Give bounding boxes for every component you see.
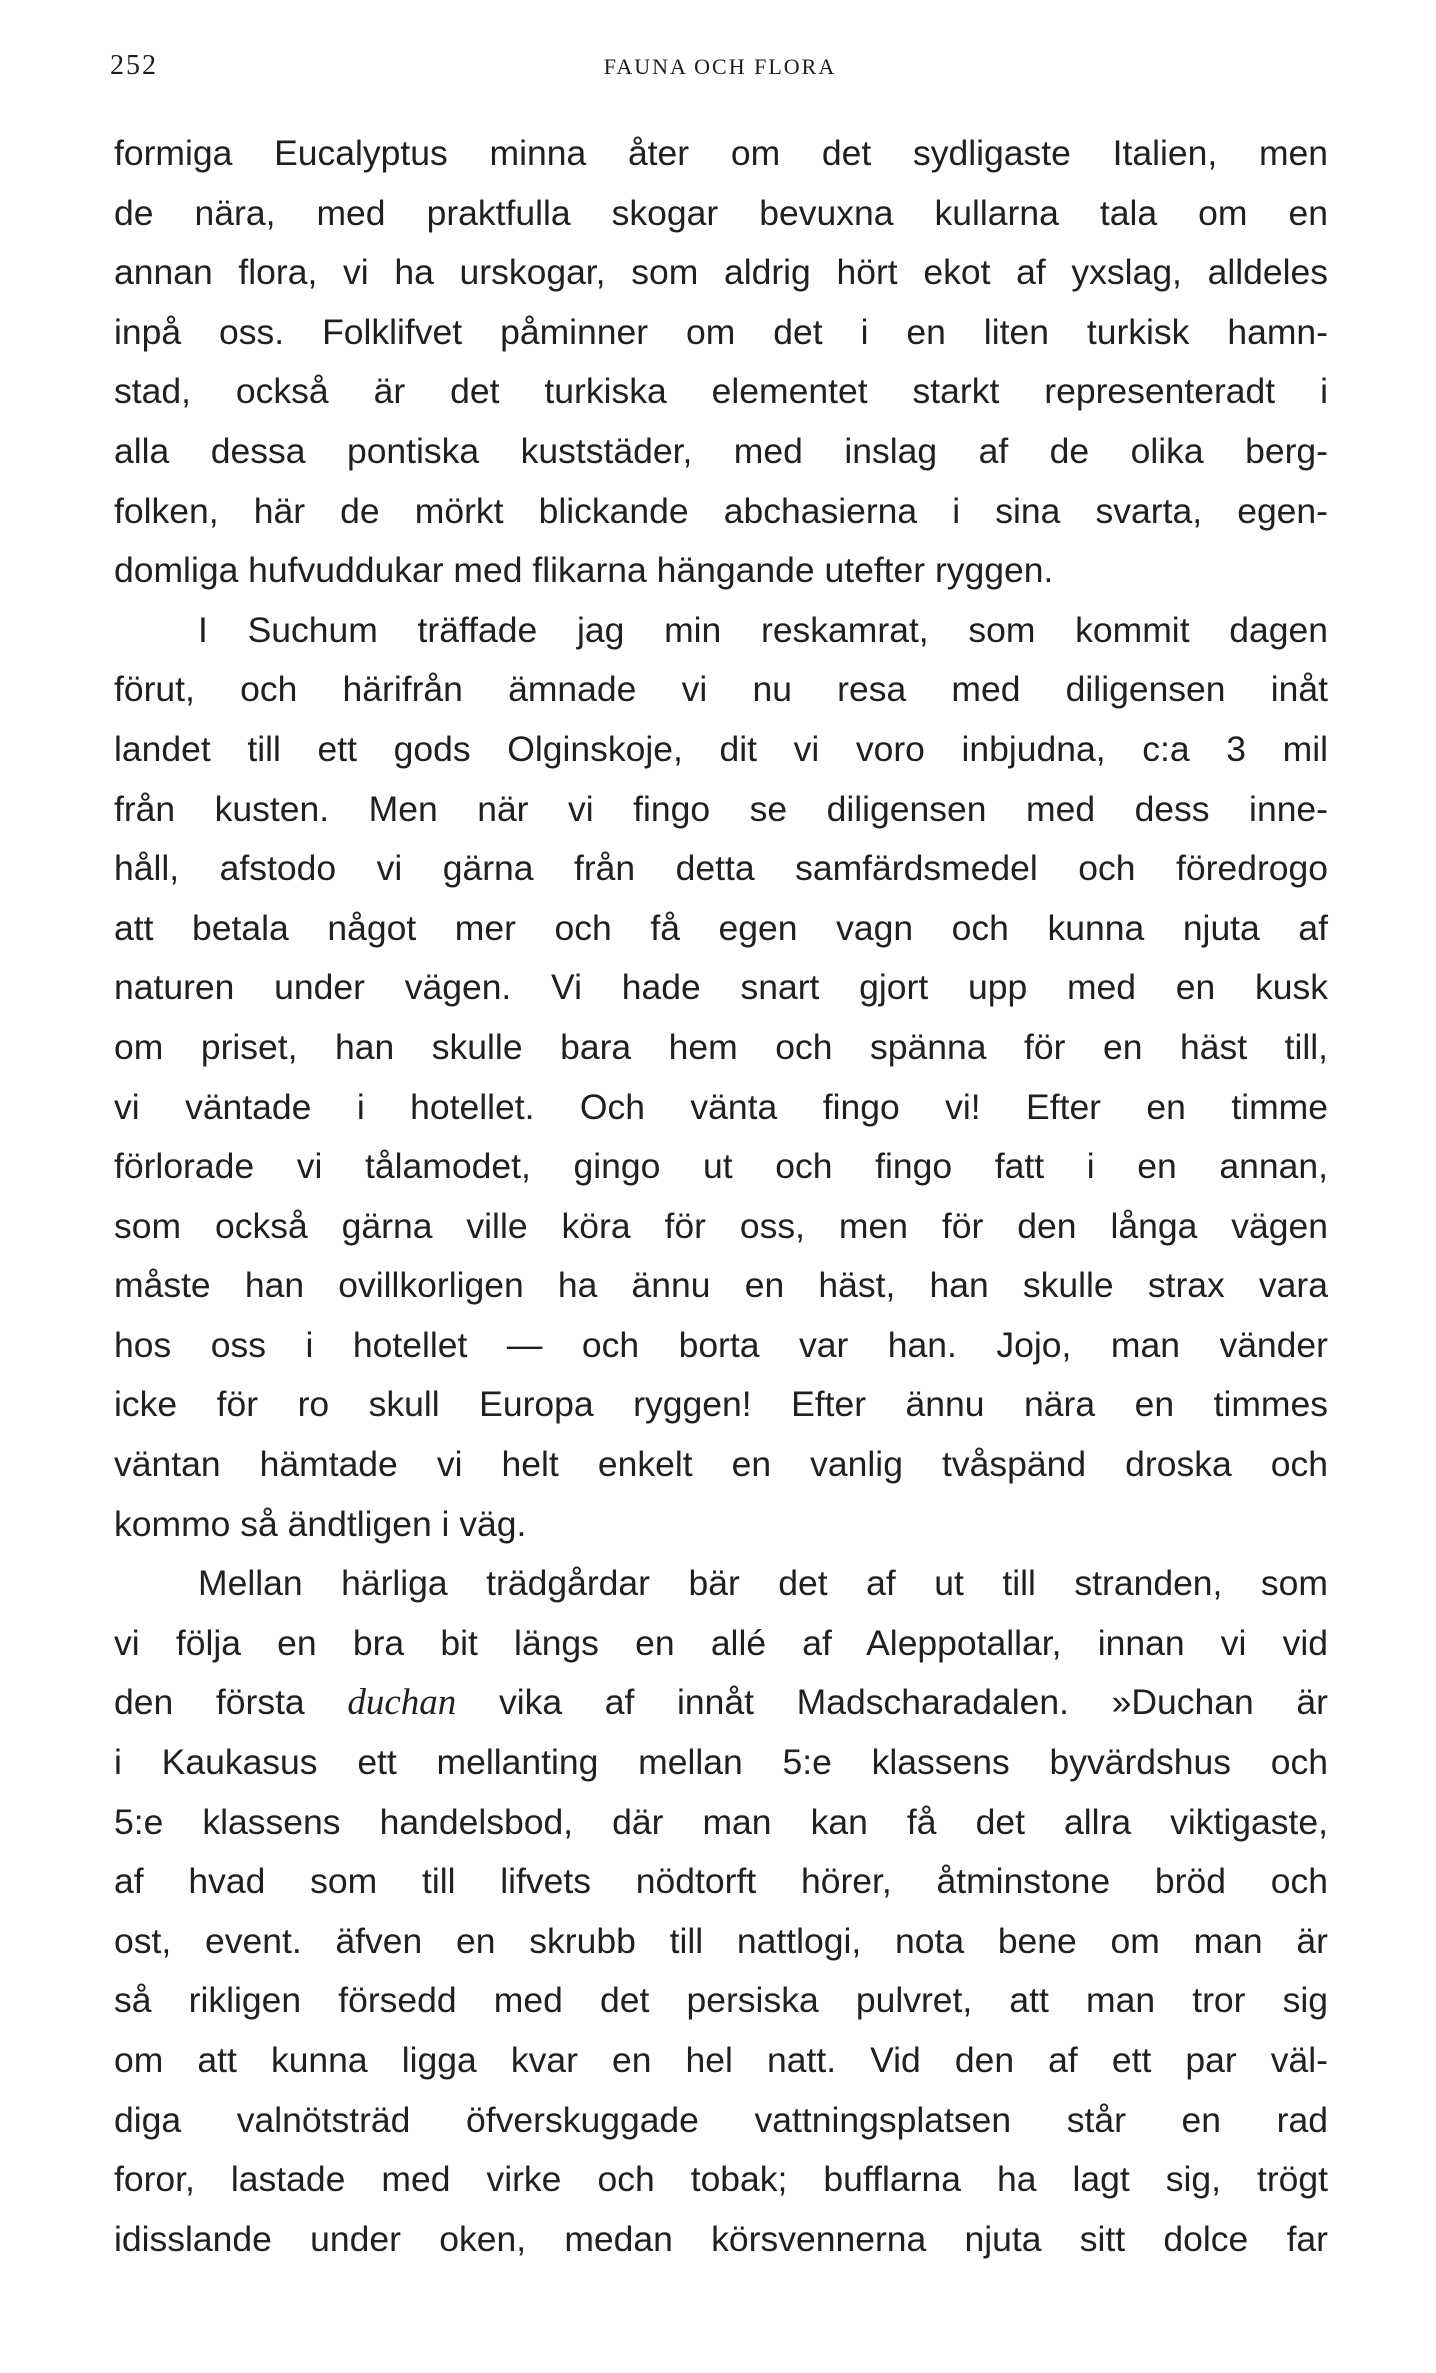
text-line: vi följa en bra bit längs en allé af Aleppotallar, innan vi vid: [114, 1622, 1328, 1663]
text-line: landet till ett gods Olginskoje, dit vi voro inbjudna, c:a 3 mil: [114, 728, 1328, 769]
text-line: förlorade vi tålamodet, gingo ut och fingo fatt i en annan,: [114, 1146, 1328, 1187]
text-line: I Suchum träffade jag min reskamrat, som kommit dagen: [198, 609, 1328, 650]
text-line: alla dessa pontiska kuststäder, med inslag af de olika berg-: [114, 430, 1328, 471]
text-line: ost, event. äfven en skrubb till nattlogi, nota bene om man är: [114, 1920, 1328, 1961]
text-line: i Kaukasus ett mellanting mellan 5:e klassens byvärdshus och: [114, 1742, 1328, 1783]
text-line: formiga Eucalyptus minna åter om det sydligaste Italien, men: [114, 133, 1328, 173]
text-line: 5:e klassens handelsbod, där man kan få det allra viktigaste,: [114, 1801, 1328, 1842]
page-header: [110, 50, 1330, 90]
line-prefix: den första: [114, 1682, 348, 1723]
text-line: inpå oss. Folklifvet påminner om det i en liten turkisk hamn-: [114, 311, 1328, 352]
text-line: af hvad som till lifvets nödtorft hörer, åtminstone bröd och: [114, 1861, 1328, 1902]
page-number: 252: [110, 50, 158, 81]
paragraph-1: [114, 124, 1328, 601]
text-line: diga valnötsträd öfverskuggade vattningsplatsen står en rad: [114, 2099, 1328, 2140]
running-title: FAUNA OCH FLORA: [603, 54, 837, 79]
text-line: foror, lastade med virke och tobak; bufflarna ha lagt sig, trögt: [114, 2159, 1328, 2200]
text-line: håll, afstodo vi gärna från detta samfärdsmedel och föredrogo: [114, 848, 1328, 889]
line-suffix: vika af innåt Madscharadalen. »Duchan är: [456, 1682, 1328, 1723]
italic-term: duchan: [347, 1682, 457, 1724]
text-line: hos oss i hotellet — och borta var han. Jojo, man vänder: [114, 1324, 1328, 1365]
text-line: naturen under vägen. Vi hade snart gjort upp med en kusk: [114, 967, 1328, 1008]
paragraph-2: [114, 601, 1328, 1555]
text-line: måste han ovillkorligen ha ännu en häst, han skulle strax vara: [114, 1265, 1328, 1306]
text-line: så rikligen försedd med det persiska pulvret, att man tror sig: [114, 1980, 1328, 2021]
text-line: stad, också är det turkiska elementet starkt representeradt i: [114, 371, 1328, 412]
text-line: väntan hämtade vi helt enkelt en vanlig tvåspänd droska och: [114, 1444, 1328, 1485]
text-line: från kusten. Men när vi fingo se diligensen med dess inne-: [114, 788, 1328, 829]
body-text: [114, 124, 1328, 2269]
text-line: om att kunna ligga kvar en hel natt. Vid den af ett par väl-: [114, 2040, 1328, 2080]
text-line: förut, och härifrån ämnade vi nu resa med diligensen inåt: [114, 669, 1328, 710]
text-line: domliga hufvuddukar med flikarna hängande utefter ryggen.: [114, 550, 1054, 591]
text-line: annan flora, vi ha urskogar, som aldrig hört ekot af yxslag, alldeles: [114, 252, 1328, 293]
text-line: idisslande under oken, medan körsvennerna njuta sitt dolce far: [114, 2218, 1328, 2259]
text-line: de nära, med praktfulla skogar bevuxna kullarna tala om en: [114, 192, 1328, 233]
text-line: om priset, han skulle bara hem och spänna för en häst till,: [114, 1026, 1328, 1067]
text-line-with-italic: [114, 1673, 1328, 1733]
text-line: vi väntade i hotellet. Och vänta fingo vi! Efter en timme: [114, 1086, 1328, 1127]
paragraph-3: [114, 1554, 1328, 2269]
text-line: folken, här de mörkt blickande abchasierna i sina svarta, egen-: [114, 490, 1328, 531]
text-line: kommo så ändtligen i väg.: [114, 1503, 527, 1544]
text-line: icke för ro skull Europa ryggen! Efter ännu nära en timmes: [114, 1384, 1328, 1425]
text-line: att betala något mer och få egen vagn och kunna njuta af: [114, 907, 1328, 948]
text-line: Mellan härliga trädgårdar bär det af ut till stranden, som: [198, 1563, 1328, 1604]
text-line: som också gärna ville köra för oss, men för den långa vägen: [114, 1205, 1328, 1246]
